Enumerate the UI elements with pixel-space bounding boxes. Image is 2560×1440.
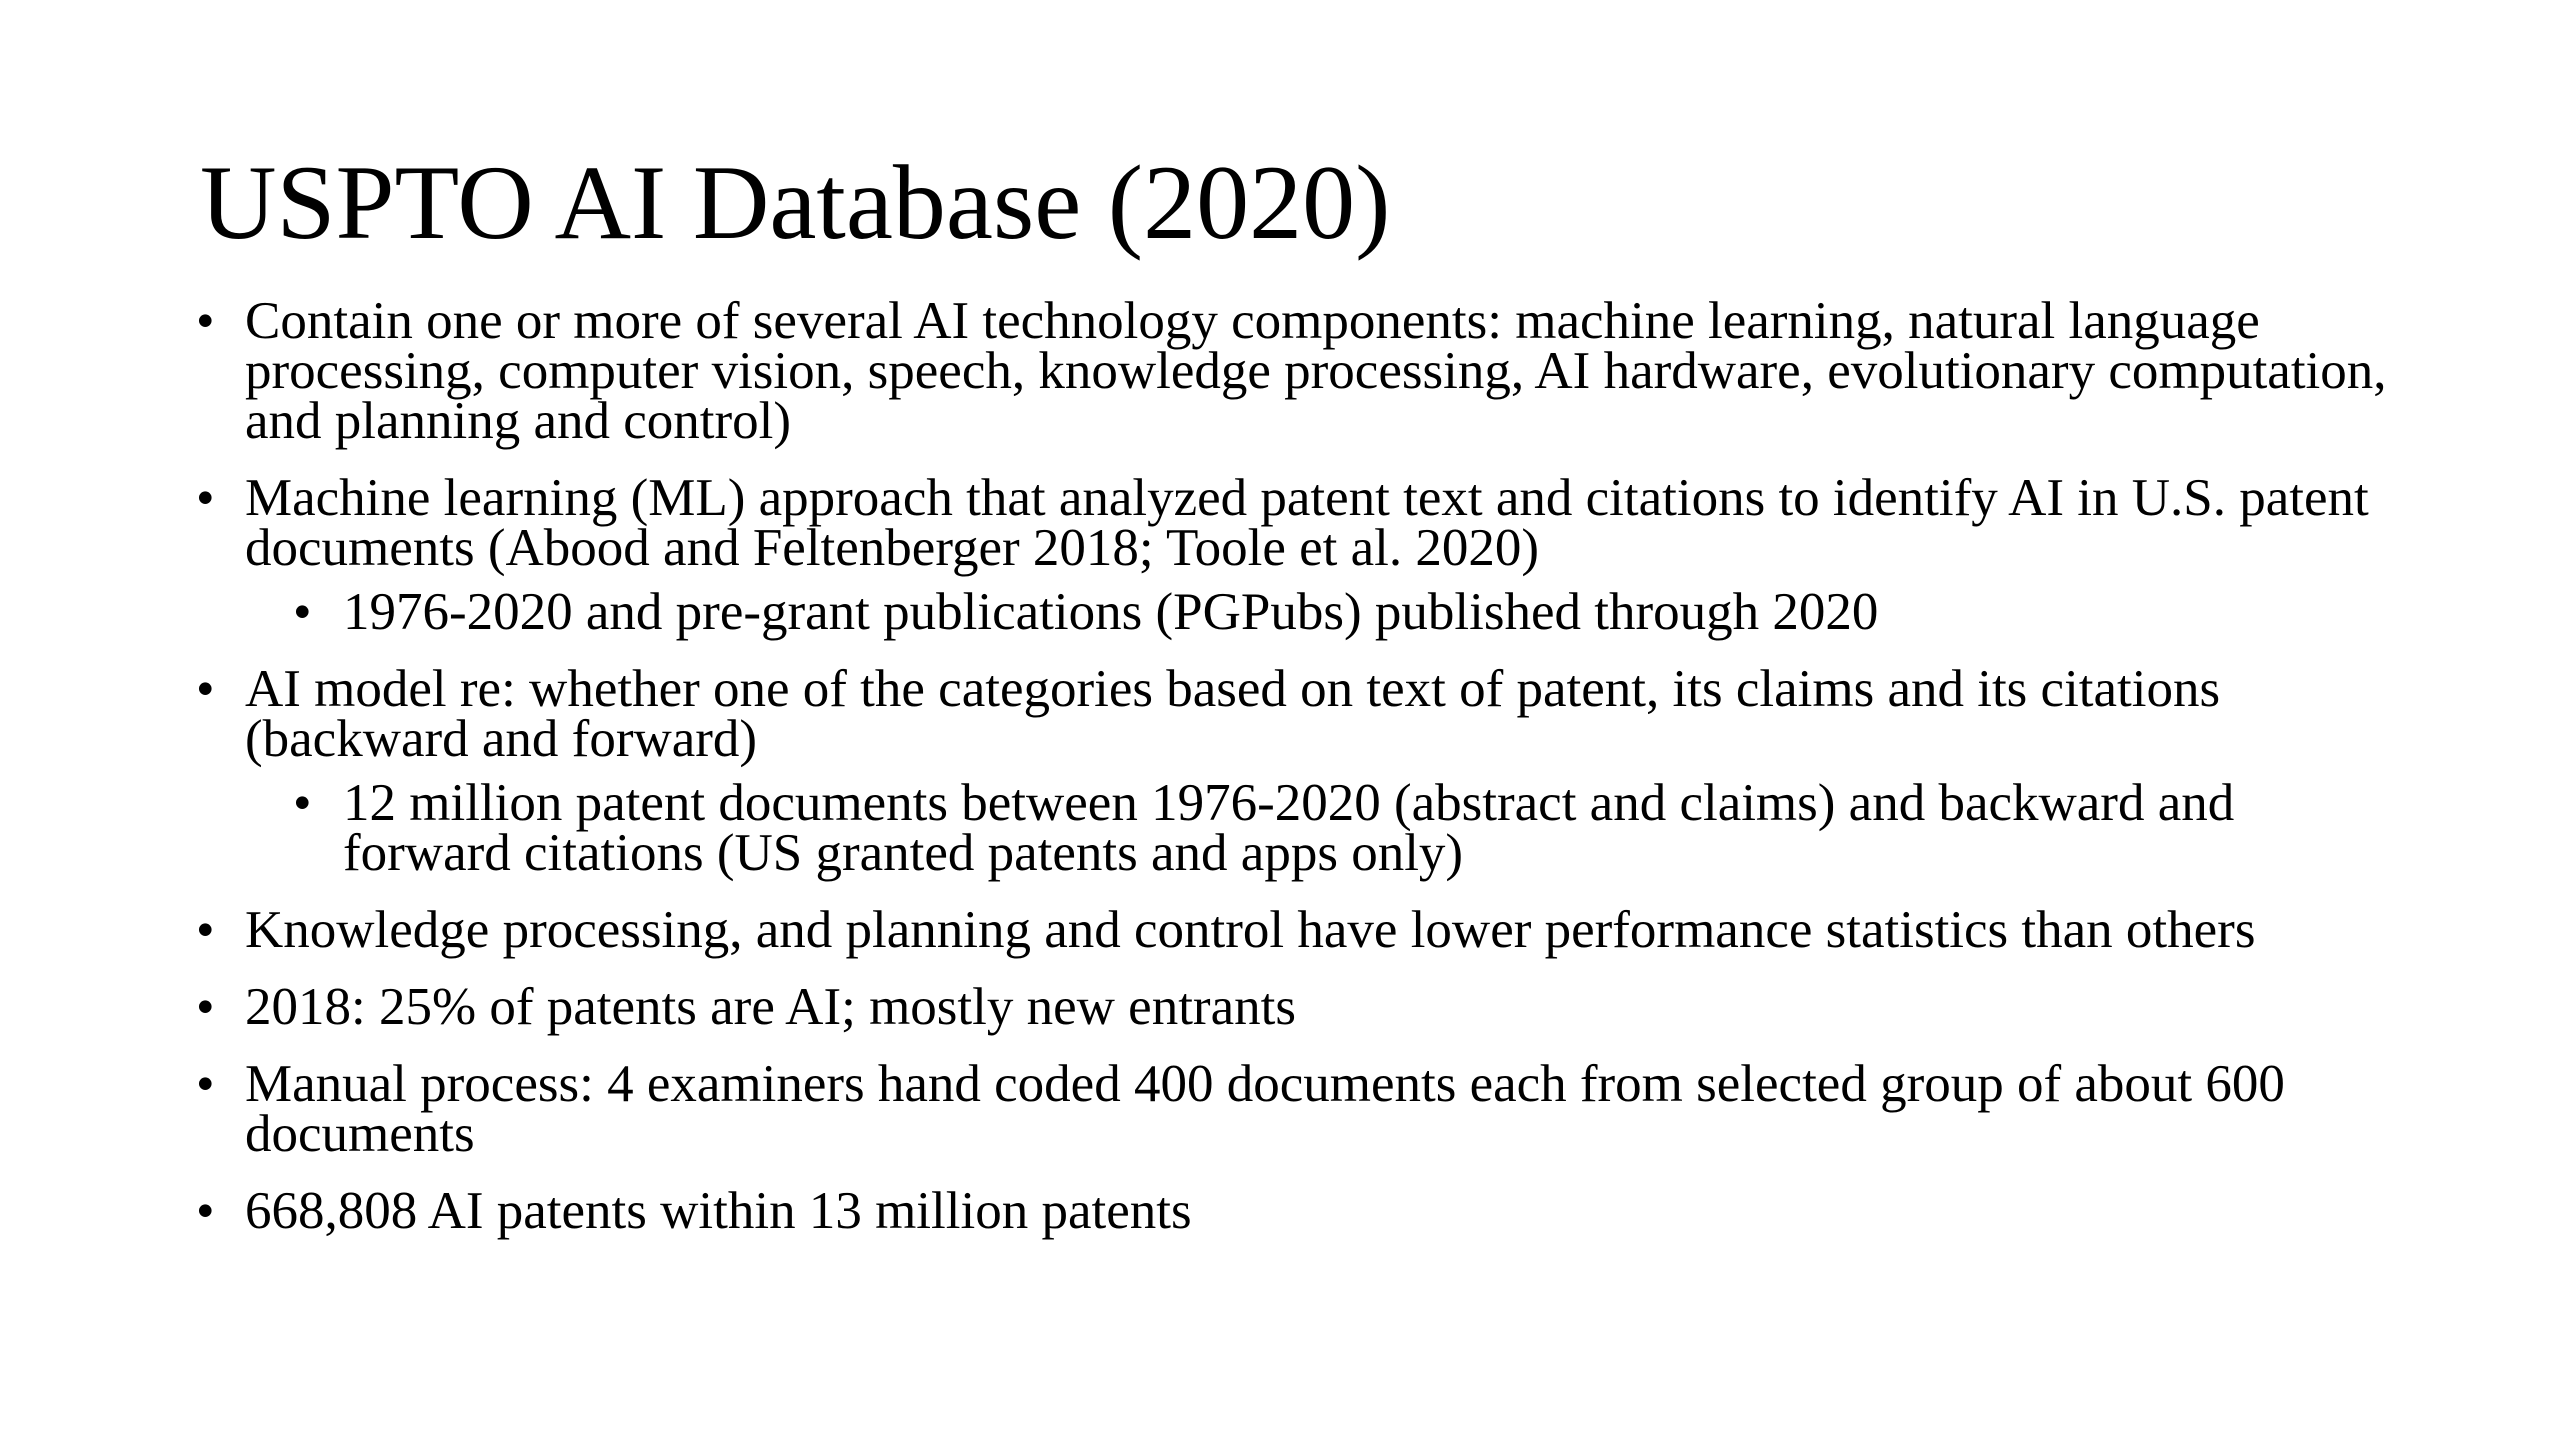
bullet-text: 2018: 25% of patents are AI; mostly new entrants — [245, 978, 1296, 1036]
bullet-icon: • — [196, 1055, 215, 1113]
bullet-icon: • — [196, 1182, 215, 1240]
bullet-item — [196, 292, 2396, 450]
bullet-text: Contain one or more of several AI technology components: machine learning, natural language processing, computer vision, speech, knowledge processing, AI hardware, evolutionary computation, and planning and control) — [245, 292, 2387, 450]
sub-bullet-text: 12 million patent documents between 1976-2020 (abstract and claims) and backward and forward citations (US granted patents and apps only) — [343, 774, 2235, 882]
bullet-icon: • — [196, 978, 215, 1036]
bullet-icon: • — [196, 901, 215, 959]
sub-bullet-list — [245, 583, 2396, 641]
bullet-item — [196, 469, 2396, 641]
bullet-item — [196, 660, 2396, 882]
bullet-text: Machine learning (ML) approach that analyzed patent text and citations to identify AI in U.S. patent documents (Abood and Feltenberger 2018; Toole et al. 2020) — [245, 469, 2369, 577]
sub-bullet-text: 1976-2020 and pre-grant publications (PGPubs) published through 2020 — [343, 583, 1879, 641]
bullet-item — [196, 978, 2396, 1036]
bullet-icon: • — [196, 660, 215, 718]
bullet-item — [196, 901, 2396, 959]
bullet-text: Knowledge processing, and planning and control have lower performance statistics than others — [245, 901, 2256, 959]
slide-title: USPTO AI Database (2020) — [200, 144, 1391, 261]
bullet-list — [196, 292, 2396, 1263]
sub-bullet-list — [245, 774, 2396, 882]
bullet-icon: • — [293, 774, 312, 832]
bullet-icon: • — [293, 583, 312, 641]
bullet-text: AI model re: whether one of the categories based on text of patent, its claims and its citations (backward and forward) — [245, 660, 2221, 768]
sub-bullet-item — [293, 583, 2396, 641]
bullet-item — [196, 1055, 2396, 1163]
bullet-text: Manual process: 4 examiners hand coded 400 documents each from selected group of about 600 documents — [245, 1055, 2285, 1163]
sub-bullet-item — [293, 774, 2396, 882]
bullet-icon: • — [196, 292, 215, 350]
bullet-item — [196, 1182, 2396, 1240]
bullet-text: 668,808 AI patents within 13 million patents — [245, 1182, 1192, 1240]
bullet-icon: • — [196, 469, 215, 527]
